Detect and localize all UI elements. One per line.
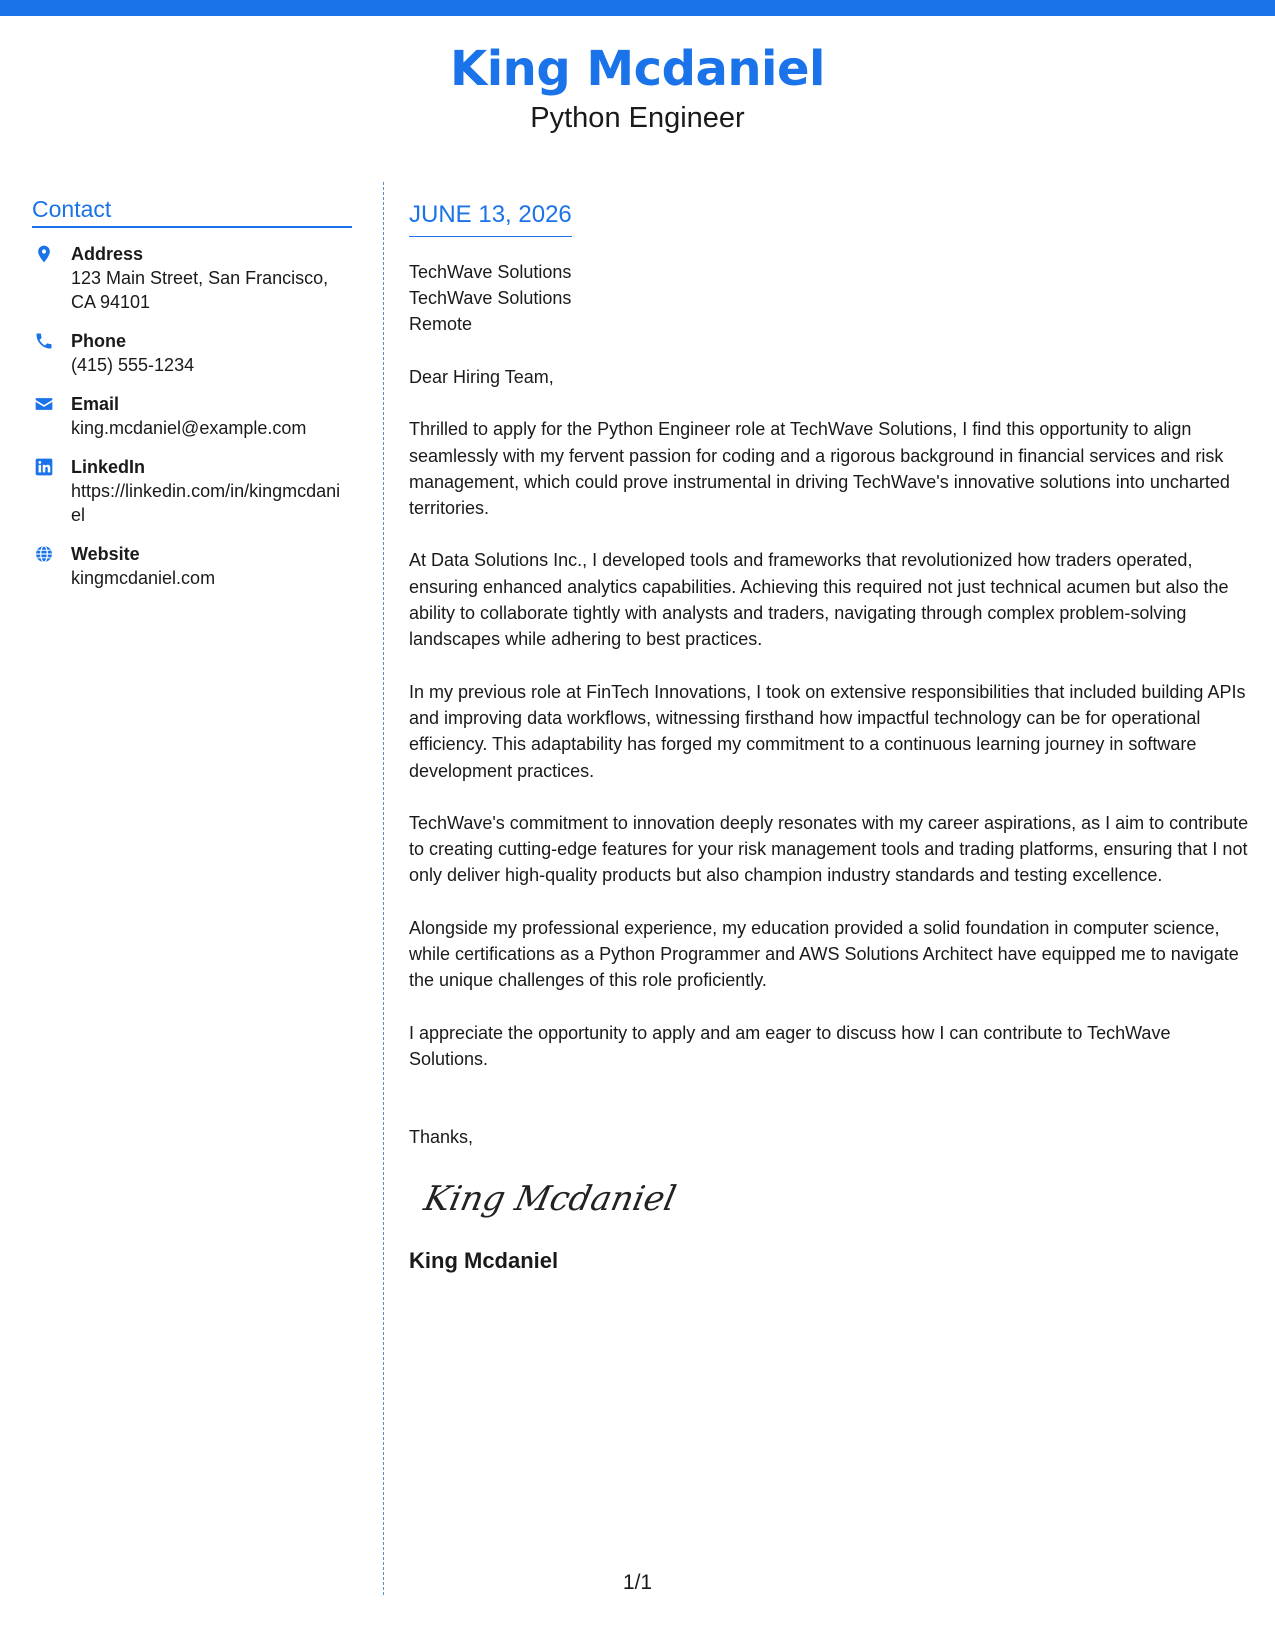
contact-website — [32, 542, 352, 590]
recipient-line: TechWave Solutions — [409, 288, 572, 308]
contact-value[interactable]: king.mcdaniel@example.com — [71, 418, 307, 438]
recipient-line: Remote — [409, 314, 473, 334]
top-accent-bar — [0, 0, 1275, 16]
contact-value: 123 Main Street, San Francisco, CA 94101 — [71, 268, 329, 312]
letter-paragraph: I appreciate the opportunity to apply and am eager to discuss how I can contribute to TechWave Solutions. — [409, 1022, 1171, 1069]
column-divider — [383, 182, 384, 1595]
location-pin-icon — [34, 244, 54, 264]
contact-label: LinkedIn — [71, 457, 146, 477]
contact-sidebar — [32, 194, 352, 605]
contact-label: Email — [71, 394, 120, 414]
contact-value[interactable]: https://linkedin.com/in/kingmcdaniel — [71, 481, 341, 525]
letter-paragraph: At Data Solutions Inc., I developed tools and frameworks that revolutionized how traders operated, ensuring enhanced analytics capabilities. Achieving this required not just technical acumen but also the ability to collaborate tightly with analysts and traders, navigating through complex problem-solving landscapes while adhering to best practices. — [409, 550, 1229, 650]
applicant-name: King Mcdaniel — [450, 41, 825, 97]
contact-label: Address — [71, 244, 144, 264]
letter-date: JUNE 13, 2026 — [409, 198, 572, 237]
linkedin-icon — [34, 457, 54, 477]
letter-body — [409, 198, 1249, 1275]
signed-name: King Mcdaniel — [409, 1248, 559, 1274]
closing: Thanks, — [409, 1127, 474, 1148]
contact-heading: Contact — [32, 194, 352, 228]
letter-paragraph: Alongside my professional experience, my education provided a solid foundation in computer science, while certifications as a Python Programmer and AWS Solutions Architect have equipped me to navigate the unique challenges of this role proficiently. — [409, 917, 1239, 991]
email-icon — [34, 394, 54, 414]
contact-linkedin — [32, 455, 352, 527]
handwritten-signature — [419, 1170, 679, 1230]
contact-value: (415) 555-1234 — [71, 355, 195, 375]
salutation: Dear Hiring Team, — [409, 367, 554, 387]
phone-icon — [34, 331, 54, 351]
letter-paragraph: Thrilled to apply for the Python Engineer role at TechWave Solutions, I find this opportunity to align seamlessly with my fervent passion for coding and a rigorous background in financial services and risk management, which could prove instrumental in driving TechWave's innovative solutions into uncharted territories. — [409, 419, 1230, 519]
letter-paragraph: In my previous role at FinTech Innovations, I took on extensive responsibilities that included building APIs and improving data workflows, witnessing firsthand how impactful technology can be for operational efficiency. This adaptability has forged my commitment to a continuous learning journey in software development practices. — [409, 681, 1246, 781]
contact-value[interactable]: kingmcdaniel.com — [71, 568, 216, 588]
contact-label: Phone — [71, 331, 127, 351]
svg-text:King Mcdaniel: King Mcdaniel — [420, 1179, 679, 1220]
contact-label: Website — [71, 544, 140, 564]
letter-paragraph: TechWave's commitment to innovation deeply resonates with my career aspirations, as I aim to contribute to creating cutting-edge features for your risk management tools and trading platforms, ensuring that I not only deliver high-quality products but also champion industry standards and testing excellence. — [409, 812, 1249, 886]
recipient-block — [409, 259, 1249, 337]
recipient-line: TechWave Solutions — [409, 262, 572, 282]
contact-phone — [32, 329, 352, 377]
header — [0, 38, 1275, 136]
job-title: Python Engineer — [530, 102, 745, 134]
contact-email — [32, 392, 352, 440]
globe-icon — [34, 544, 54, 564]
page-number: 1/1 — [622, 1571, 653, 1594]
contact-address — [32, 242, 352, 314]
